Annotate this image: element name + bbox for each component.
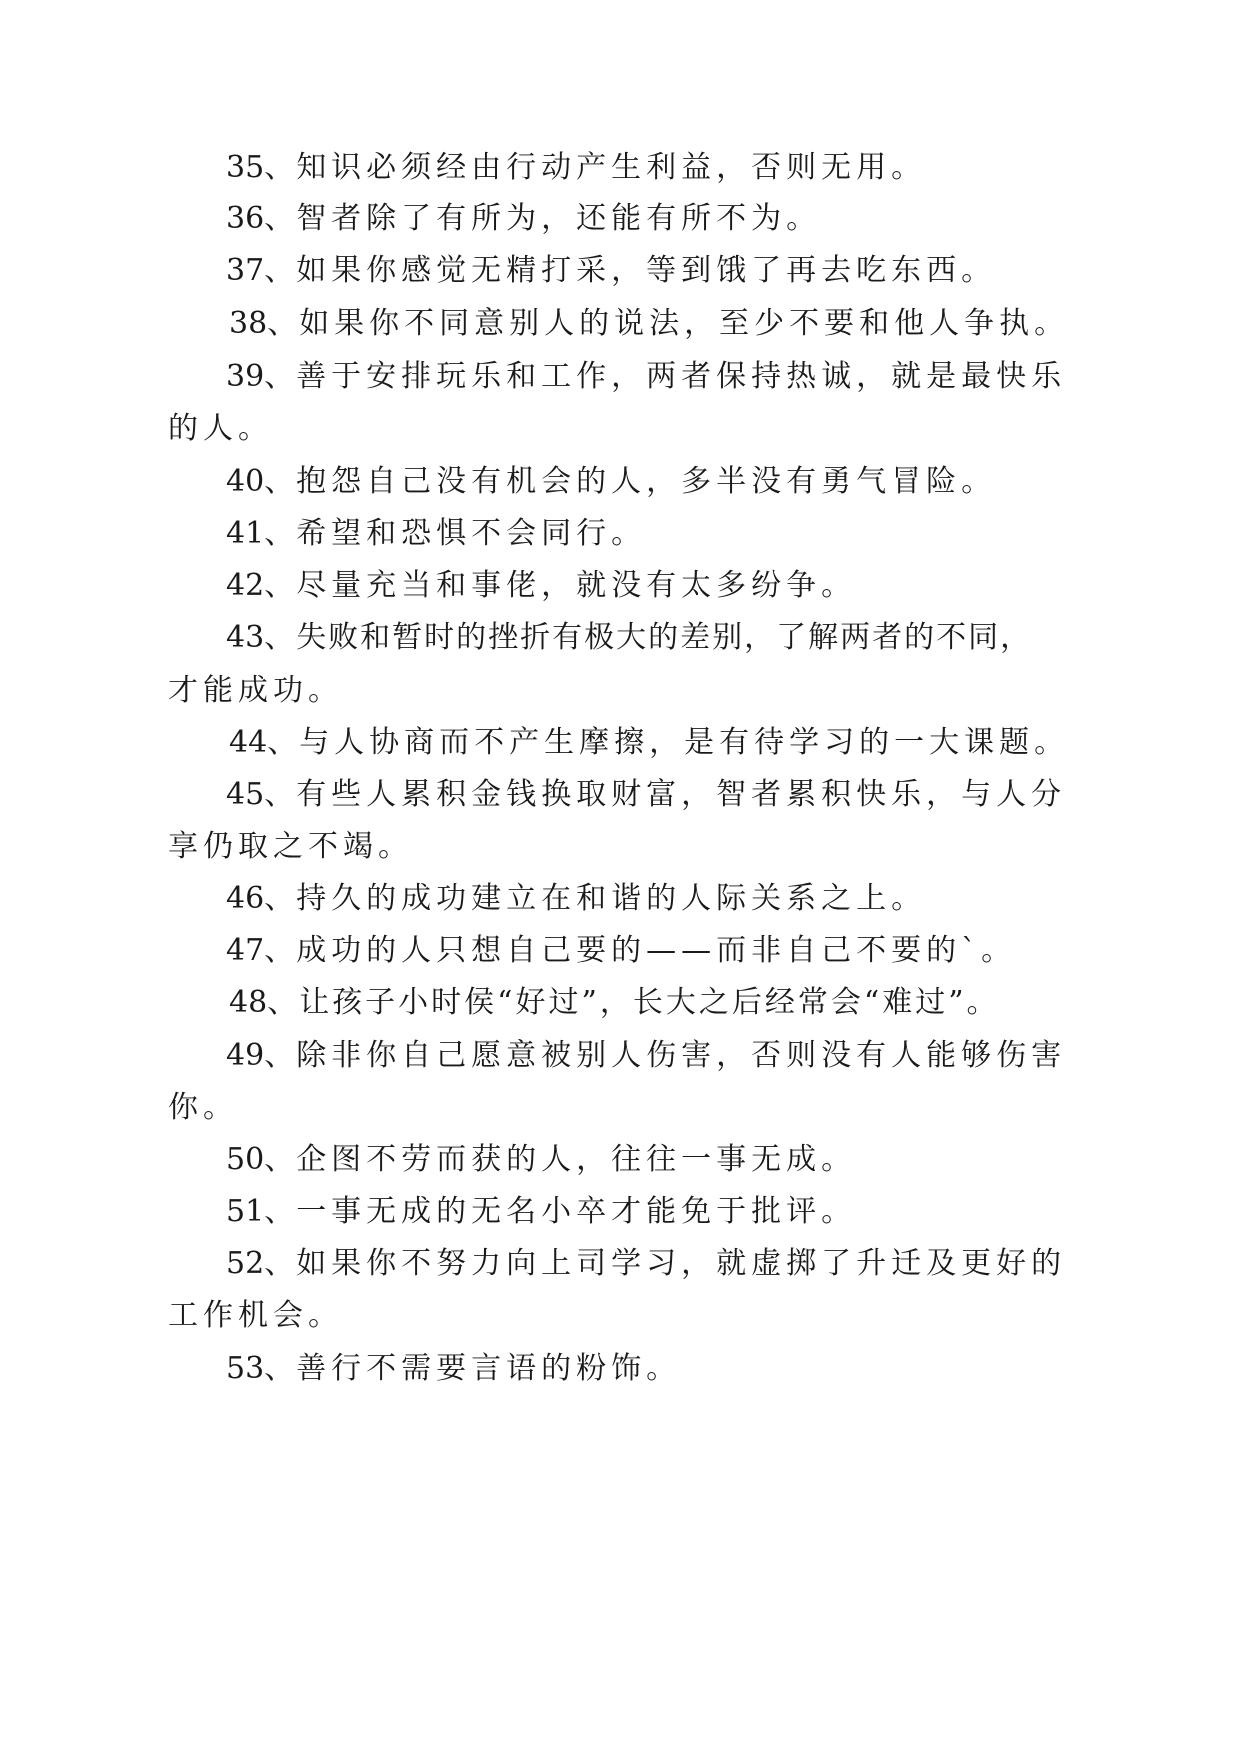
quote-text: 抱怨自己没有机会的人，多半没有勇气冒险。: [296, 464, 997, 499]
quote-number: 43、: [226, 620, 295, 655]
quote-39-continuation: [168, 411, 273, 447]
quote-text: 成功的人只想自己要的——而非自己不要的`。: [296, 933, 1017, 968]
quote-44: [229, 725, 1069, 761]
quote-text: 企图不劳而获的人，往往一事无成。: [296, 1142, 857, 1177]
quote-41: [226, 516, 646, 552]
quote-45-continuation: [168, 829, 413, 865]
quote-text: 如果你不同意别人的说法，至少不要和他人争执。: [299, 306, 1070, 341]
quote-36: [226, 201, 821, 237]
quote-number: 40、: [226, 464, 295, 499]
quote-number: 46、: [226, 881, 295, 916]
quote-text: 一事无成的无名小卒才能免于批评。: [296, 1194, 857, 1229]
quote-text-continuation: 的人。: [168, 411, 273, 446]
quote-number: 42、: [226, 568, 295, 603]
quote-text-continuation: 享仍取之不竭。: [168, 829, 413, 864]
quote-text: 失败和暂时的挫折有极大的差别，了解两者的不同，: [296, 620, 1033, 655]
quote-number: 53、: [226, 1351, 295, 1386]
quote-40: [226, 464, 996, 500]
quote-48: [229, 985, 1000, 1021]
quote-number: 48、: [229, 985, 298, 1020]
quote-number: 35、: [226, 150, 295, 185]
quote-39: [226, 359, 1066, 395]
quote-text: 希望和恐惧不会同行。: [296, 516, 647, 551]
quote-text: 有些人累积金钱换取财富，智者累积快乐，与人分: [296, 777, 1067, 812]
quote-number: 39、: [226, 359, 295, 394]
quote-text: 善于安排玩乐和工作，两者保持热诚，就是最快乐: [296, 359, 1067, 394]
quote-text: 除非你自己愿意被别人伤害，否则没有人能够伤害: [296, 1038, 1067, 1073]
quote-number: 37、: [226, 253, 295, 288]
quote-52: [226, 1246, 1066, 1282]
quote-text-continuation: 工作机会。: [168, 1298, 343, 1333]
quote-53: [226, 1351, 681, 1387]
quote-text: 智者除了有所为，还能有所不为。: [296, 201, 822, 236]
quote-49: [226, 1038, 1066, 1074]
quote-text: 尽量充当和事佬，就没有太多纷争。: [296, 568, 857, 603]
quote-35: [226, 150, 926, 186]
quote-number: 51、: [226, 1194, 295, 1229]
quote-51: [226, 1194, 856, 1230]
quote-text: 持久的成功建立在和谐的人际关系之上。: [296, 881, 927, 916]
quote-45: [226, 777, 1066, 813]
quote-number: 45、: [226, 777, 295, 812]
quote-46: [226, 881, 926, 917]
quote-text: 如果你感觉无精打采，等到饿了再去吃东西。: [296, 253, 997, 288]
quote-number: 49、: [226, 1038, 295, 1073]
quote-text-continuation: 你。: [168, 1090, 238, 1125]
quote-43-continuation: [168, 673, 343, 709]
quote-37: [226, 253, 996, 289]
quote-number: 36、: [226, 201, 295, 236]
quote-text: 与人协商而不产生摩擦，是有待学习的一大课题。: [299, 725, 1070, 760]
quote-50: [226, 1142, 856, 1178]
quote-number: 38、: [229, 306, 298, 341]
quote-number: 50、: [226, 1142, 295, 1177]
quote-number: 52、: [226, 1246, 295, 1281]
quote-text-continuation: 才能成功。: [168, 673, 343, 708]
quote-text: 让孩子小时侯“好过”，长大之后经常会“难过”。: [299, 985, 1000, 1020]
quote-text: 知识必须经由行动产生利益，否则无用。: [296, 150, 927, 185]
quote-number: 41、: [226, 516, 295, 551]
quote-52-continuation: [168, 1298, 343, 1334]
quote-47: [226, 933, 1016, 969]
quote-43: [226, 620, 1032, 656]
quote-text: 如果你不努力向上司学习，就虚掷了升迁及更好的: [296, 1246, 1067, 1281]
quote-text: 善行不需要言语的粉饰。: [296, 1351, 682, 1386]
quote-38: [229, 306, 1069, 342]
quote-42: [226, 568, 856, 604]
quote-49-continuation: [168, 1090, 238, 1126]
quote-number: 44、: [229, 725, 298, 760]
quote-number: 47、: [226, 933, 295, 968]
